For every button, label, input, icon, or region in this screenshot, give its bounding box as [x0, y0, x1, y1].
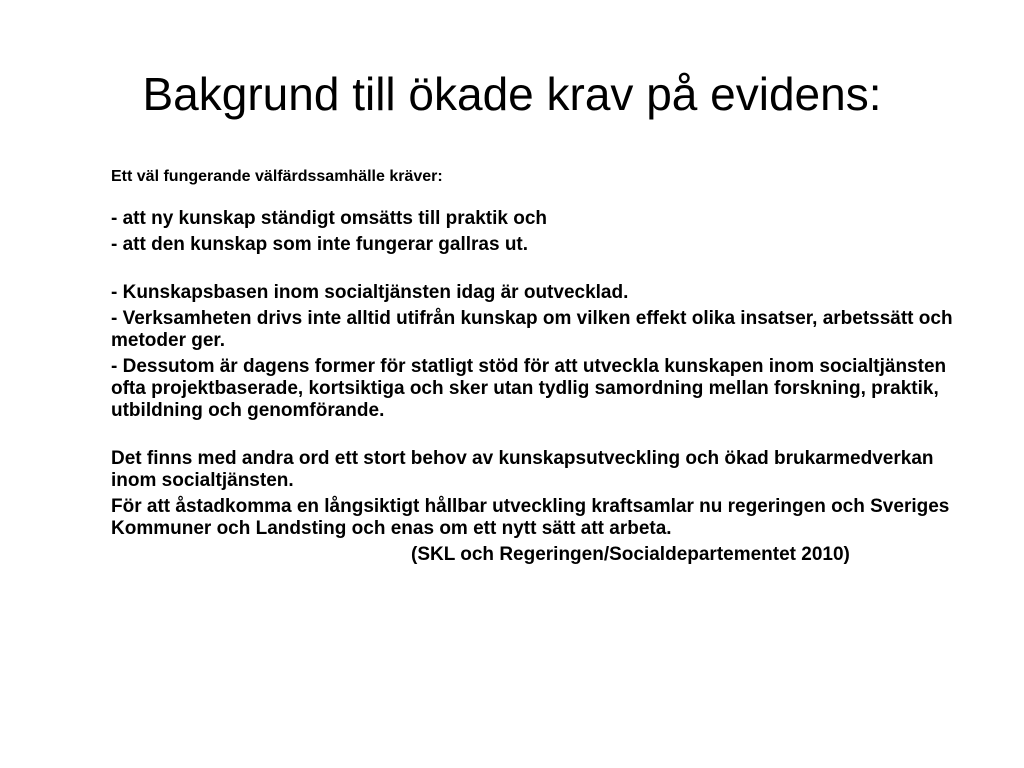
paragraph-1: - att ny kunskap ständigt omsätts till praktik och [111, 208, 548, 229]
paragraph-2: - att den kunskap som inte fungerar gallras ut. [111, 234, 529, 255]
intro-text: Ett väl fungerande välfärdssamhälle kräver: [111, 168, 443, 185]
paragraph-5: - Dessutom är dagens former för statligt stöd för att utveckla kunskapen inom socialtjänsten ofta projektbaserade, kortsiktiga och sker utan tydlig samordning mellan forskning, praktik, utbildning och genomförande. [111, 356, 947, 421]
slide-body [111, 166, 971, 566]
paragraph-4: - Verksamheten drivs inte alltid utifrån kunskap om vilken effekt olika insatser, arbetssätt och metoder ger. [111, 308, 953, 351]
paragraph-3: - Kunskapsbasen inom socialtjänsten idag är outvecklad. [111, 282, 629, 303]
paragraph-6: Det finns med andra ord ett stort behov av kunskapsutveckling och ökad brukarmedverkan inom socialtjänsten. [111, 448, 934, 491]
slide-title: Bakgrund till ökade krav på evidens: [142, 68, 882, 120]
paragraph-7: För att åstadkomma en långsiktigt hållbar utveckling kraftsamlar nu regeringen och Sveriges Kommuner och Landsting och enas om ett nytt sätt att arbeta. [111, 496, 950, 539]
citation: (SKL och Regeringen/Socialdepartementet 2010) [411, 544, 850, 565]
